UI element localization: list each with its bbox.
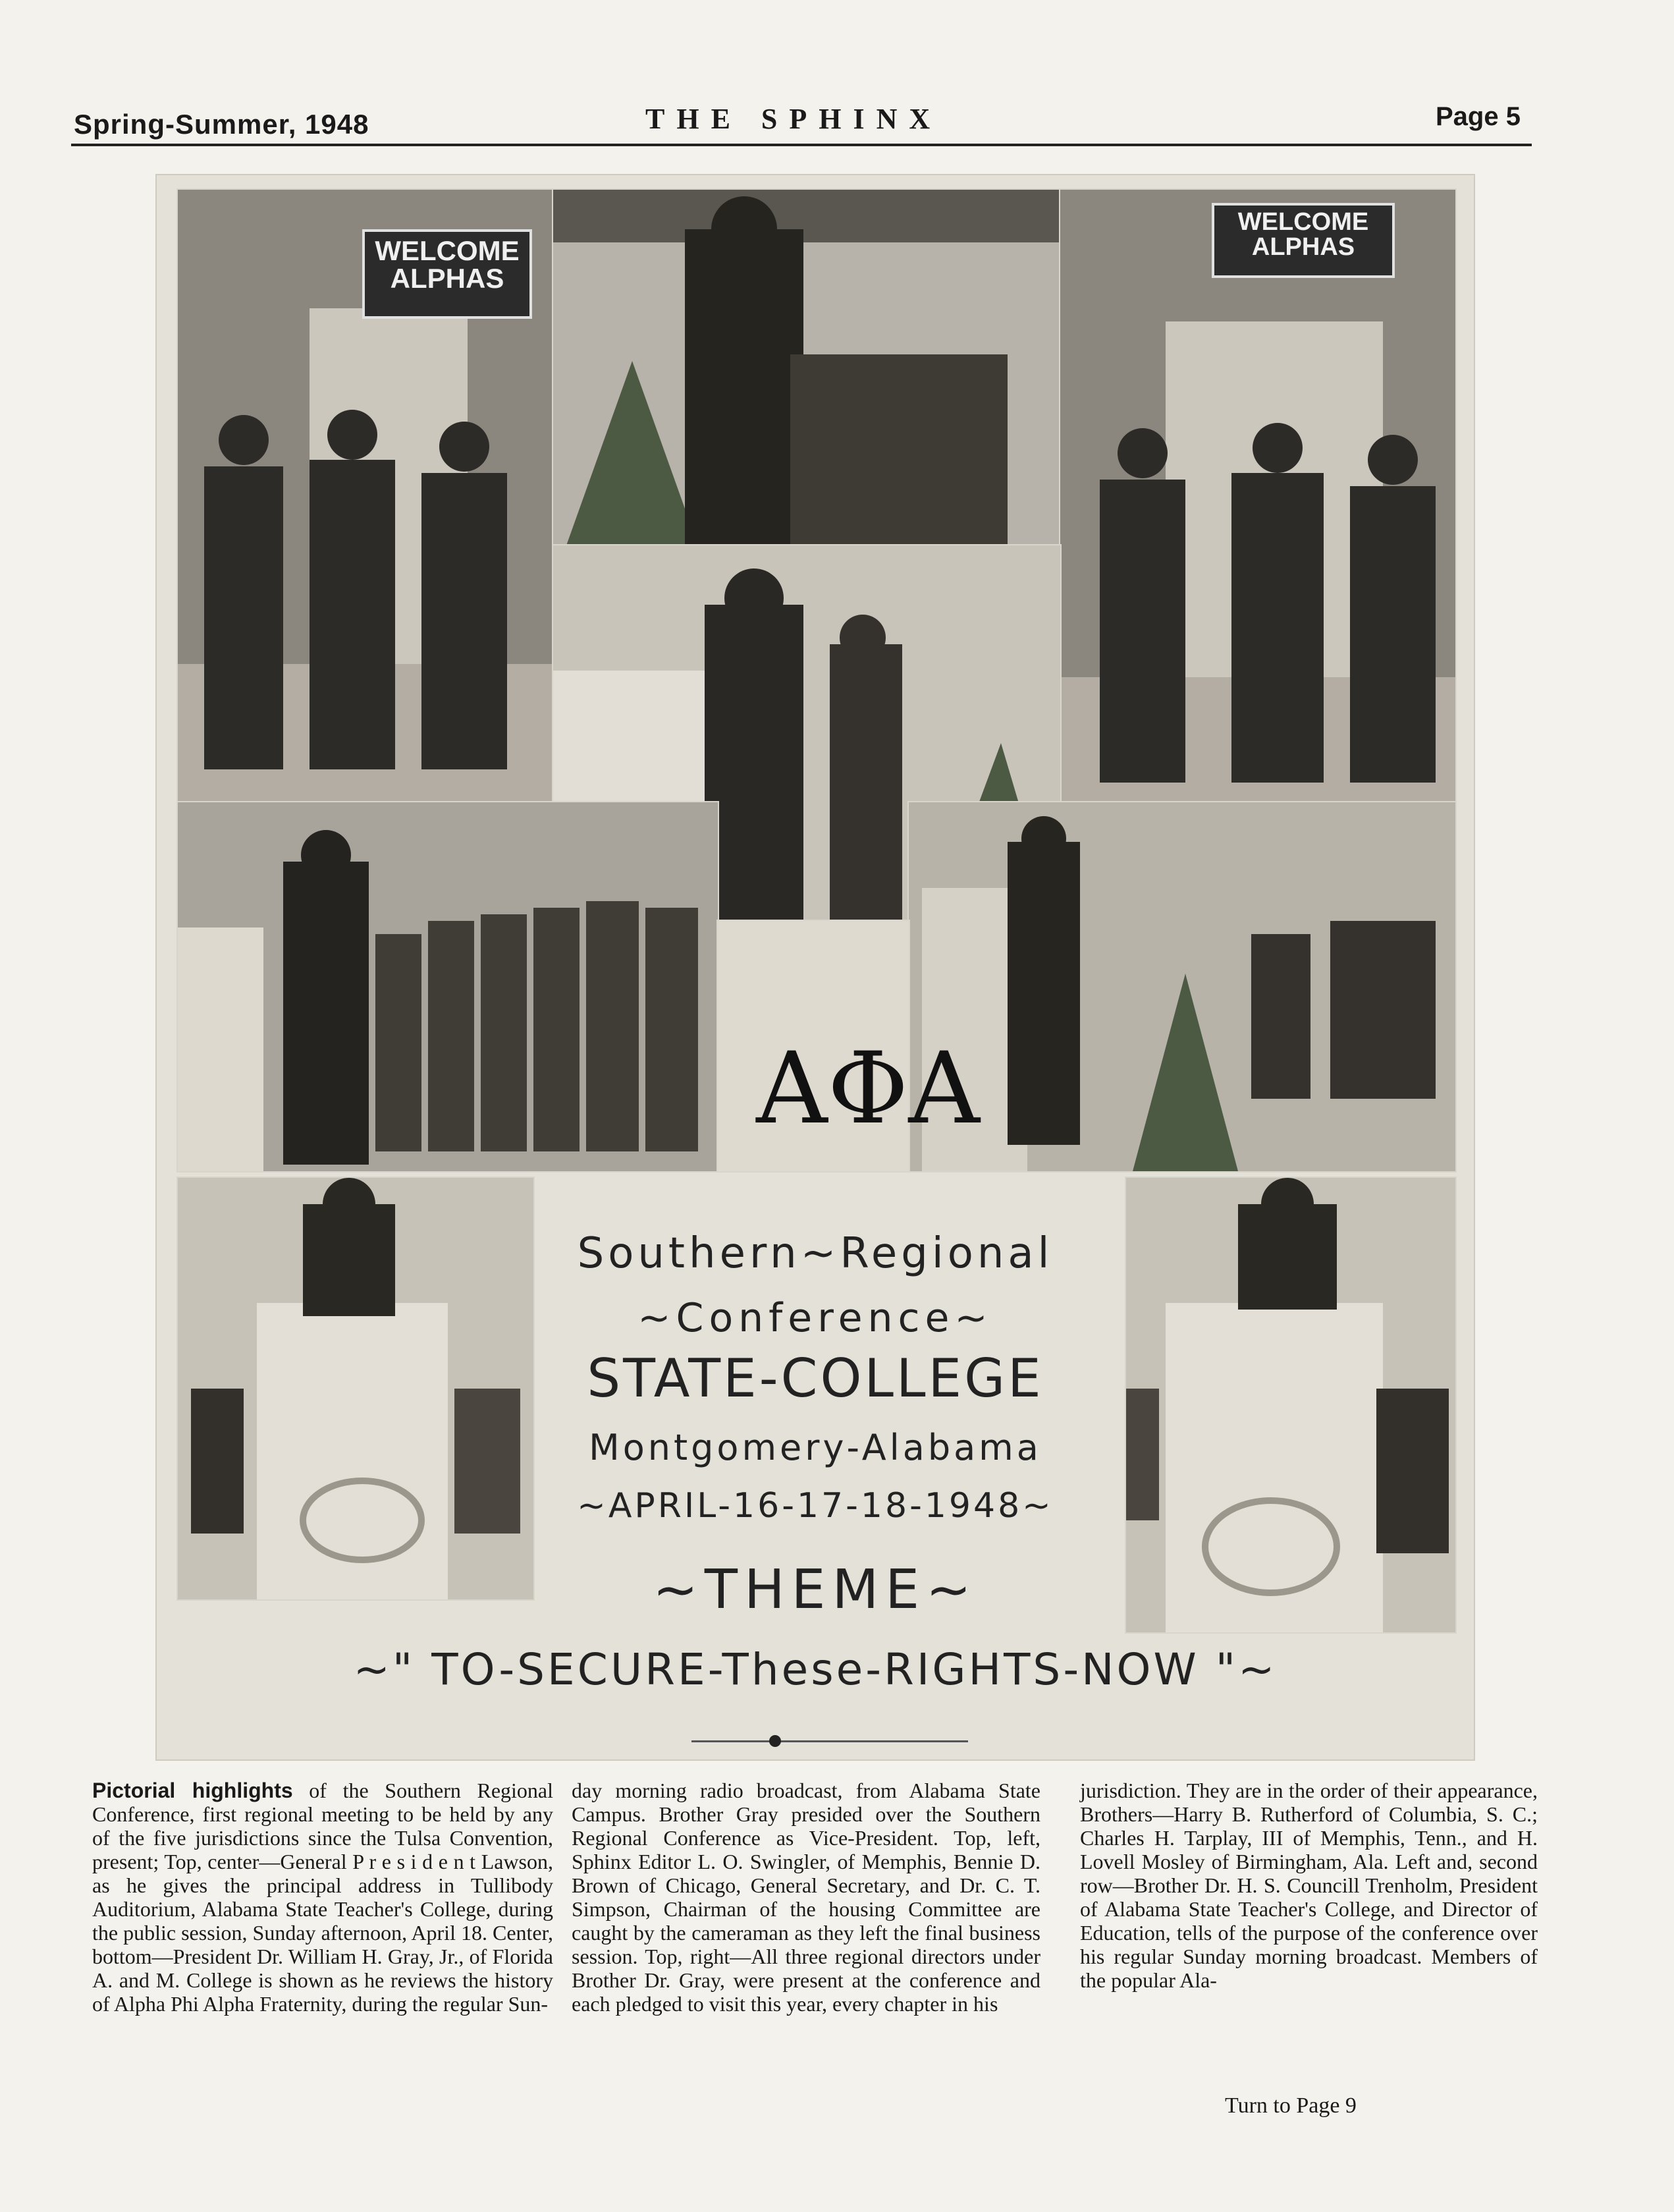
poster-line-3: STATE-COLLEGE	[587, 1348, 1044, 1409]
fraternity-crest: ΑΦΑ	[756, 1032, 980, 1146]
page-number: Page 5	[1436, 102, 1521, 131]
page-header	[0, 0, 1674, 158]
welcome-sign-right: WELCOME ALPHAS	[1212, 203, 1395, 278]
poster-line-1: Southern~Regional	[577, 1229, 1054, 1278]
continuation-note: Turn to Page 9	[1225, 2093, 1357, 2118]
publication-title: THE SPHINX	[645, 103, 942, 135]
poster-line-4: Montgomery-Alabama	[589, 1427, 1042, 1468]
article-column-2: day morning radio broadcast, from Alabama State Campus. Brother Gray presided over the Southern Regional Conference as Vice-President. Top, left, Sphinx Editor L. O. Swingler, of Memphis, Bennie D. Brown of Chicago, General Secretary, and Dr. C. T. Simpson, Chairman of the housing Committee are caught by the cameraman as they left the final business session. Top, right—All three regional directors under Brother Dr. Gray, were present at the conference and each pledged to visit this year, every chapter in his	[572, 1779, 1040, 2016]
conference-poster	[157, 175, 1474, 1759]
article-col1-text: of the Southern Regional Conference, first regional meeting to be held by any of the five jurisdictions since the Tulsa Convention, present; Top, center—General P r e s i d e n t Lawson, as he gives the principal address in Tullibody Auditorium, Alabama State Teacher's College, during the public session, Sunday afternoon, April 18. Center, bottom—President Dr. William H. Gray, Jr., of Florida A. and M. College is shown as he reviews the history of Alpha Phi Alpha Fraternity, during the regular Sun-	[92, 1779, 554, 2016]
divider-dot	[769, 1735, 781, 1747]
article-lead: Pictorial highlights	[92, 1779, 293, 1802]
poster-line-7: ~" TO-SECURE-These-RIGHTS-NOW "~	[353, 1644, 1278, 1695]
article-column-3: jurisdiction. They are in the order of their appearance, Brothers—Harry B. Rutherford of Columbia, S. C.; Charles H. Tarplay, III of Memphis, Tenn., and H. Lovell Mosley of Birmingham, Ala. Left and, second row—Brother Dr. H. S. Councill Trenholm, President of Alabama State Teacher's College, and Director of Education, tells of the purpose of the conference over his regular Sunday morning broadcast. Members of the popular Ala-	[1080, 1779, 1538, 1992]
photo-collage	[155, 174, 1475, 1761]
issue-date: Spring-Summer, 1948	[74, 109, 369, 140]
poster-line-2: ~Conference~	[637, 1295, 993, 1341]
poster-line-5: ~APRIL-16-17-18-1948~	[577, 1486, 1054, 1526]
welcome-sign-left: WELCOME ALPHAS	[362, 229, 532, 319]
article-column-1	[92, 1779, 553, 2016]
header-rule	[71, 144, 1532, 146]
section-divider	[691, 1740, 968, 1742]
poster-line-6: ~THEME~	[653, 1559, 978, 1621]
